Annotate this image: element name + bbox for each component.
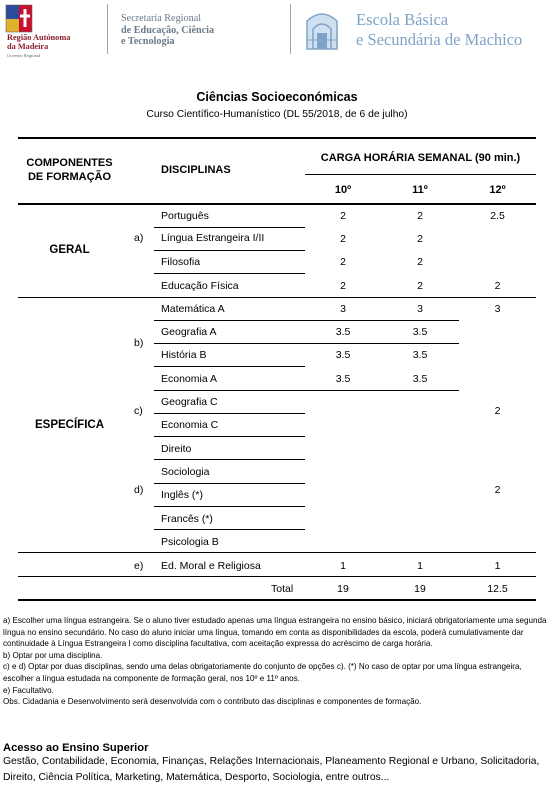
total-11: 19 — [414, 583, 426, 595]
discipline-economia-a: Economia A — [161, 373, 218, 385]
row-rule — [154, 227, 305, 228]
hours-12: 2.5 — [490, 210, 505, 222]
hours-10: 1 — [340, 560, 346, 572]
row-rule — [154, 390, 459, 391]
hours-11: 2 — [417, 233, 423, 245]
access-title: Acesso ao Ensino Superior — [3, 742, 149, 754]
row-rule — [154, 413, 305, 414]
year-12-header: 12º — [489, 184, 506, 196]
discipline-filosofia: Filosofia — [161, 256, 201, 268]
hours-12: 1 — [494, 560, 501, 572]
region-name-line1: Região Autónoma — [7, 33, 71, 42]
school-name-line1: Escola Básica — [356, 10, 449, 29]
total-12: 12.5 — [487, 583, 508, 595]
discipline-geografia-c: Geografia C — [161, 396, 218, 408]
hours-11: 2 — [417, 280, 423, 292]
discipline-educacao-fisica: Educação Física — [161, 280, 239, 292]
row-rule — [154, 436, 305, 437]
discipline-psicologia-b: Psicologia B — [161, 536, 219, 548]
course-subtitle: Curso Científico-Humanístico (DL 55/2018, de 6 de julho) — [146, 109, 408, 120]
discipline-sociologia: Sociologia — [161, 466, 210, 478]
course-title: Ciências Socioeconómicas — [196, 90, 358, 104]
hours-10: 3.5 — [335, 373, 351, 385]
school-name-line2: e Secundária de Machico — [356, 29, 523, 49]
year-11-header: 11º — [412, 184, 428, 196]
discipline-geografia-a: Geografia A — [161, 326, 217, 338]
school-logo-icon — [305, 7, 339, 51]
row-rule — [154, 343, 459, 344]
note-d: d) — [134, 484, 144, 496]
discipline-matematica-a: Matemática A — [161, 303, 225, 315]
discipline-lingua-estrangeira: Língua Estrangeira I/II — [161, 232, 265, 244]
row-rule — [154, 506, 305, 507]
hours-12: 2 — [494, 484, 501, 496]
hours-11: 3.5 — [412, 326, 428, 338]
hours-11: 2 — [417, 256, 423, 268]
table-bottom-rule — [18, 599, 536, 601]
region-name-line2: da Madeira — [7, 42, 49, 51]
secretary-line2: de Educação, Ciência — [121, 24, 215, 36]
header-bottom-rule — [18, 203, 536, 205]
footnote-obs: Obs. Cidadania e Desenvolvimento será desenvolvida com o contributo das disciplinas e componentes de formação. — [3, 697, 422, 707]
discipline-direito: Direito — [161, 443, 192, 455]
hours-12: 2 — [494, 280, 501, 292]
hours-12: 2 — [494, 405, 501, 417]
discipline-portugues: Português — [161, 210, 209, 222]
header-components — [18, 156, 121, 184]
footnote-a: a) Escolher uma língua estrangeira. Se o aluno tiver estudado apenas uma língua estrangeira no ensino básico, iniciará obrigatoriamente uma segunda língua no ensino secundário. No caso do aluno iniciar uma língua, tomando em conta as disponibilidades da escola, poderá cumulativamente dar continuidade à Língua Estrangeira I como disciplina facultativa, com aceitação expressa do acréscimo de carga horária. — [3, 616, 547, 649]
row-rule — [154, 483, 305, 484]
secretary-line3: e Tecnologia — [121, 36, 175, 47]
row-rule — [154, 366, 305, 367]
header-disciplines: DISCIPLINAS — [161, 164, 231, 176]
footnote-e: e) Facultativo. — [3, 685, 54, 695]
header-load: CARGA HORÁRIA SEMANAL (90 min.) — [320, 152, 521, 164]
row-rule — [154, 320, 459, 321]
hours-10: 3.5 — [335, 349, 351, 361]
year-10-header: 10º — [334, 184, 352, 196]
region-subtitle: Governo Regional — [7, 53, 41, 58]
note-a: a) — [134, 232, 144, 244]
section-rule — [18, 297, 536, 298]
hours-11: 2 — [417, 210, 423, 222]
hours-10: 2 — [340, 280, 346, 292]
discipline-ed-moral: Ed. Moral e Religiosa — [161, 560, 261, 572]
row-rule — [154, 273, 305, 274]
access-text: Gestão, Contabilidade, Economia, Finanças, Relações Internacionais, Planeamento Regional e Urbano, Solicitadoria, Direito, Ciência Política, Marketing, Matemática, Desporto, Sociologia, entre outros... — [3, 756, 540, 783]
discipline-historia-b: História B — [161, 349, 207, 361]
hours-10: 2 — [340, 233, 346, 245]
total-top-rule — [18, 576, 536, 577]
note-e: e) — [134, 560, 144, 572]
secretary-line1: Secretaria Regional — [121, 13, 202, 24]
note-b: b) — [134, 337, 144, 349]
group-geral: GERAL — [49, 244, 90, 256]
discipline-ingles: Inglês (*) — [161, 489, 204, 501]
row-rule — [154, 459, 305, 460]
row-rule — [154, 529, 305, 530]
header-divider-1 — [107, 4, 108, 54]
header-divider-2 — [290, 4, 291, 54]
hours-11: 3.5 — [412, 373, 428, 385]
group-especifica: ESPECÍFICA — [34, 419, 104, 431]
header-components-line2: DE FORMAÇÃO — [27, 171, 112, 183]
hours-10: 3 — [340, 303, 346, 315]
hours-12: 3 — [494, 303, 501, 315]
footnote-b: b) Optar por uma disciplina. — [3, 650, 103, 660]
madeira-shield-icon — [5, 4, 45, 34]
footnote-c: c) e d) Optar por duas disciplinas, sendo uma delas obrigatoriamente do conjunto de opções c). (*) No caso de optar por uma língua estrangeira, escolher a língua estudada na componente de formação geral, nos 10º e 11º anos. — [3, 662, 522, 683]
row-rule — [154, 250, 305, 251]
hours-10: 3.5 — [335, 326, 351, 338]
header-components-line1: COMPONENTES — [26, 157, 113, 169]
hours-11: 3.5 — [412, 349, 428, 361]
hours-11: 1 — [417, 560, 423, 572]
discipline-frances: Francês (*) — [161, 513, 213, 525]
total-label: Total — [271, 583, 294, 595]
discipline-economia-c: Economia C — [161, 419, 219, 431]
section-rule — [18, 552, 536, 553]
hours-10: 2 — [340, 210, 346, 222]
table-top-rule — [18, 137, 536, 139]
total-10: 19 — [337, 583, 349, 595]
note-c: c) — [134, 405, 143, 417]
footnotes — [3, 615, 551, 708]
header-load-rule — [305, 174, 536, 175]
hours-10: 2 — [340, 256, 346, 268]
hours-11: 3 — [417, 303, 423, 315]
access-section — [3, 742, 551, 786]
